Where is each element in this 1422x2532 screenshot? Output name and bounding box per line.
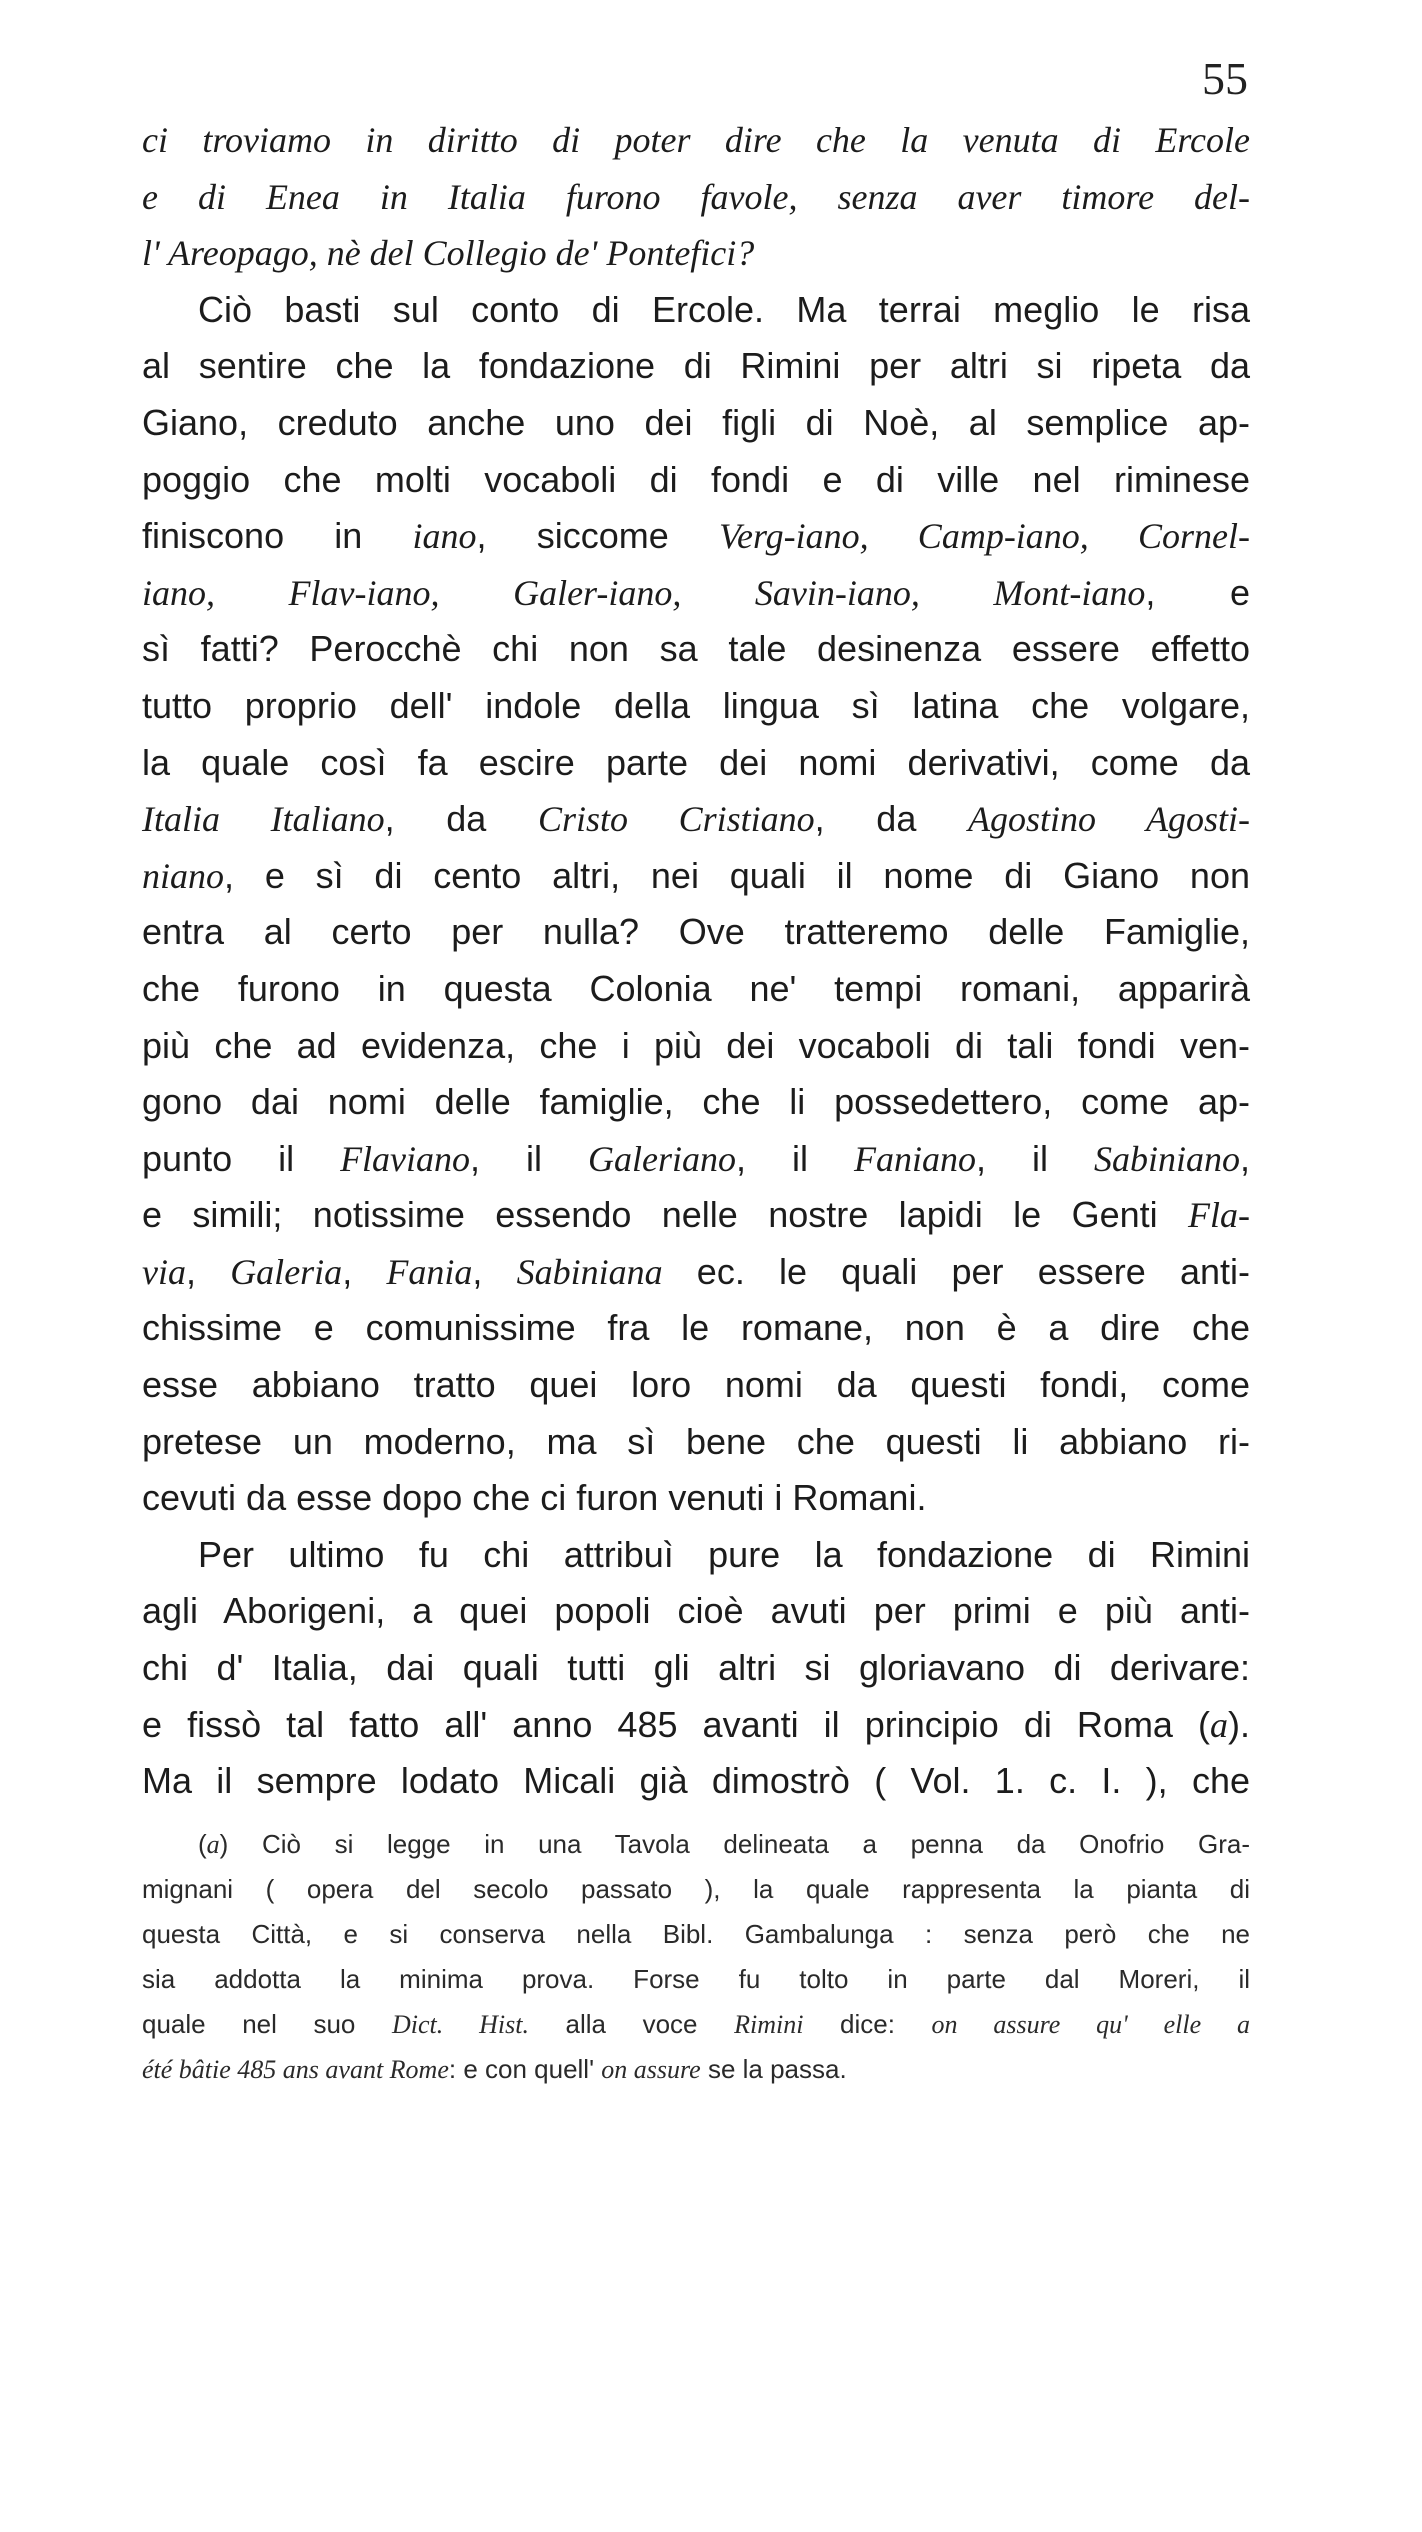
text-line: esse abbiano tratto quei loro nomi da questi fondi, come — [142, 1364, 1250, 1406]
text-line: l' Areopago, nè del Collegio de' Pontefici? — [142, 233, 755, 274]
text-line: entra al certo per nulla? Ove tratteremo delle Famiglie, — [142, 911, 1250, 953]
text-line: al sentire che la fondazione di Rimini per altri si ripeta da — [142, 345, 1250, 387]
text-line: chissime e comunissime fra le romane, non è a dire che — [142, 1307, 1250, 1349]
text-line: pretese un moderno, ma sì bene che questi li abbiano ri- — [142, 1420, 1250, 1462]
text-line: niano, e sì di cento altri, nei quali il nome di Giano non — [142, 854, 1250, 896]
page-number: 55 — [1202, 53, 1248, 104]
text-line: ci troviamo in diritto di poter dire che la venuta di Ercole — [142, 120, 1250, 160]
text-line: gono dai nomi delle famiglie, che li possedettero, come ap- — [142, 1081, 1250, 1123]
text-line: più che ad evidenza, che i più dei vocaboli di tali fondi ven- — [142, 1024, 1250, 1066]
text-line: tutto proprio dell' indole della lingua sì latina che volgare, — [142, 684, 1250, 726]
text-line: Ciò basti sul conto di Ercole. Ma terrai meglio le risa — [198, 288, 1250, 330]
text-line: Ma il sempre lodato Micali già dimostrò ( Vol. 1. c. I. ), che — [142, 1760, 1250, 1802]
footnote-line: (a) Ciò si legge in una Tavola delineata a penna da Onofrio Gra- — [198, 1829, 1250, 1859]
text-line: cevuti da esse dopo che ci furon venuti i Romani. — [142, 1477, 927, 1519]
text-line: punto il Flaviano, il Galeriano, il Faniano, il Sabiniano, — [142, 1137, 1250, 1179]
text-line: sì fatti? Perocchè chi non sa tale desinenza essere effetto — [142, 628, 1250, 670]
footnote-line: été bâtie 485 ans avant Rome: e con quell' on assure se la passa. — [142, 2054, 847, 2084]
text-line: la quale così fa escire parte dei nomi derivativi, come da — [142, 741, 1250, 783]
text-line: iano, Flav-iano, Galer-iano, Savin-iano, Mont-iano, e — [142, 571, 1251, 613]
footnote — [142, 1822, 1250, 2092]
text-line: via, Galeria, Fania, Sabiniana ec. le quali per essere anti- — [142, 1250, 1250, 1292]
footnote-line: quale nel suo Dict. Hist. alla voce Rimini dice: on assure qu' elle a — [142, 2009, 1250, 2039]
text-line: Giano, creduto anche uno dei figli di Noè, al semplice ap- — [142, 401, 1250, 443]
text-line: Italia Italiano, da Cristo Cristiano, da Agostino Agosti- — [142, 798, 1250, 840]
text-line: e simili; notissime essendo nelle nostre lapidi le Genti Fla- — [142, 1194, 1250, 1236]
text-line: e di Enea in Italia furono favole, senza aver timore del- — [142, 176, 1250, 217]
footnote-line: sia addotta la minima prova. Forse fu tolto in parte dal Moreri, il — [142, 1964, 1250, 1994]
main-text — [142, 112, 1250, 1810]
text-line: e fissò tal fatto all' anno 485 avanti il principio di Roma (a). — [142, 1703, 1250, 1745]
text-line: che furono in questa Colonia ne' tempi romani, apparirà — [142, 967, 1250, 1009]
text-line: Per ultimo fu chi attribuì pure la fondazione di Rimini — [198, 1533, 1250, 1575]
text-line: poggio che molti vocaboli di fondi e di ville nel riminese — [142, 458, 1250, 500]
footnote-line: questa Città, e si conserva nella Bibl. Gambalunga : senza però che ne — [142, 1919, 1250, 1949]
text-line: chi d' Italia, dai quali tutti gli altri si gloriavano di derivare: — [142, 1647, 1250, 1689]
text-line: finiscono in iano, siccome Verg-iano, Camp-iano, Cornel- — [142, 515, 1250, 557]
footnote-line: mignani ( opera del secolo passato ), la quale rappresenta la pianta di — [142, 1874, 1250, 1904]
text-line: agli Aborigeni, a quei popoli cioè avuti per primi e più anti- — [142, 1590, 1250, 1632]
